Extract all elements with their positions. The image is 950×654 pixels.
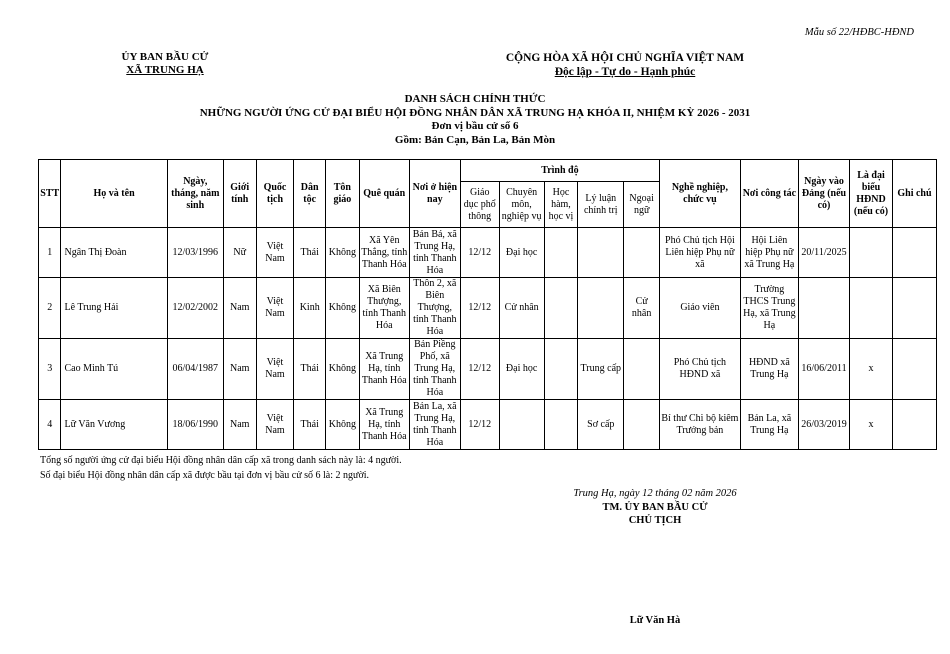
cell-dob: 12/03/1996 [167,228,223,278]
header-dob: Ngày, tháng, năm sinh [167,160,223,228]
cell-workplace: HĐND xã Trung Hạ [740,339,798,400]
cell-general-edu: 12/12 [460,400,499,450]
header-party-date: Ngày vào Đảng (nếu có) [798,160,849,228]
header-education: Trình độ [460,160,659,182]
cell-nationality: Việt Nam [256,228,294,278]
header-nationality: Quốc tịch [256,160,294,228]
cell-nationality: Việt Nam [256,278,294,339]
cell-specialty: Cử nhân [499,278,544,339]
cell-occupation: Phó Chủ tịch HĐND xã [660,339,741,400]
cell-stt: 2 [39,278,61,339]
cell-gender: Nam [223,400,256,450]
cell-workplace: Hội Liên hiệp Phụ nữ xã Trung Hạ [740,228,798,278]
table-row [39,278,937,339]
cell-hometown: Xã Yên Thắng, tỉnh Thanh Hóa [359,228,409,278]
cell-occupation: Phó Chủ tịch Hội Liên hiệp Phụ nữ xã [660,228,741,278]
cell-party-date [798,278,849,339]
cell-name: Lê Trung Hải [61,278,167,339]
cell-foreign-lang [624,400,660,450]
header-gender: Giới tính [223,160,256,228]
header-note: Ghi chú [892,160,936,228]
cell-academic-title [544,228,578,278]
issuer-line1: ỦY BAN BẦU CỬ [121,51,209,63]
national-motto: Độc lập - Tự do - Hạnh phúc [554,66,696,78]
cell-residence: Bản La, xã Trung Hạ, tỉnh Thanh Hóa [409,400,460,450]
cell-note [892,228,936,278]
place-date: Trung Hạ, ngày 12 tháng 02 năm 2026 [573,488,737,499]
cell-gender: Nữ [223,228,256,278]
signing-title: CHỦ TỊCH [628,515,682,526]
cell-ethnicity: Thái [294,339,326,400]
cell-religion: Không [326,339,360,400]
cell-party-date: 26/03/2019 [798,400,849,450]
cell-dob: 06/04/1987 [167,339,223,400]
candidate-table [38,159,937,450]
cell-foreign-lang: Cử nhân [624,278,660,339]
cell-note [892,400,936,450]
national-header [460,51,790,79]
cell-academic-title [544,278,578,339]
title-line3: Đơn vị bầu cử số 6 [431,120,519,132]
signer-name: Lữ Văn Hà [629,615,681,626]
header-hometown: Quê quán [359,160,409,228]
cell-party-date: 20/11/2025 [798,228,849,278]
cell-political-theory: Trung cấp [578,339,624,400]
cell-workplace: Trường THCS Trung Hạ, xã Trung Hạ [740,278,798,339]
cell-academic-title [544,400,578,450]
cell-specialty [499,400,544,450]
note-seats: Số đại biểu Hội đồng nhân dân cấp xã được bầu tại đơn vị bầu cử số 6 là: 2 người. [40,470,370,481]
cell-hometown: Xã Biên Thượng, tỉnh Thanh Hóa [359,278,409,339]
table-row [39,228,937,278]
table-row [39,339,937,400]
header-is-delegate: Là đại biểu HĐND (nếu có) [850,160,893,228]
cell-hometown: Xã Trung Hạ, tỉnh Thanh Hóa [359,339,409,400]
cell-foreign-lang [624,228,660,278]
cell-note [892,339,936,400]
cell-name: Cao Minh Tú [61,339,167,400]
cell-political-theory: Sơ cấp [578,400,624,450]
table-row [39,400,937,450]
header-religion: Tôn giáo [326,160,360,228]
cell-political-theory [578,228,624,278]
cell-general-edu: 12/12 [460,339,499,400]
cell-name: Ngân Thị Đoàn [61,228,167,278]
form-number: Mẫu số 22/HĐBC-HĐND [804,27,914,38]
issuer-line2: XÃ TRUNG HẠ [126,64,204,76]
cell-note [892,278,936,339]
cell-dob: 18/06/1990 [167,400,223,450]
header-foreign-lang: Ngoại ngữ [624,182,660,228]
cell-occupation: Bí thư Chi bộ kiêm Trưởng bản [660,400,741,450]
signature-block [530,487,780,528]
cell-workplace: Bản La, xã Trung Hạ [740,400,798,450]
cell-ethnicity: Thái [294,228,326,278]
cell-residence: Bản Piềng Phố, xã Trung Hạ, tỉnh Thanh Hóa [409,339,460,400]
summary-notes [40,453,402,483]
national-title: CỘNG HÒA XÃ HỘI CHỦ NGHĨA VIỆT NAM [505,52,745,64]
cell-is-delegate: x [850,339,893,400]
cell-ethnicity: Thái [294,400,326,450]
cell-academic-title [544,339,578,400]
cell-foreign-lang [624,339,660,400]
cell-residence: Bản Bá, xã Trung Hạ, tỉnh Thanh Hóa [409,228,460,278]
cell-religion: Không [326,228,360,278]
cell-general-edu: 12/12 [460,278,499,339]
header-stt: STT [39,160,61,228]
cell-gender: Nam [223,278,256,339]
cell-religion: Không [326,400,360,450]
title-line4: Gồm: Bản Cạn, Bản La, Bản Mòn [394,133,556,146]
issuer-header [100,51,230,77]
cell-hometown: Xã Trung Hạ, tỉnh Thanh Hóa [359,400,409,450]
note-total-candidates: Tổng số người ứng cử đại biểu Hội đồng nhân dân cấp xã trong danh sách này là: 4 người. [40,455,402,466]
cell-general-edu: 12/12 [460,228,499,278]
cell-occupation: Giáo viên [660,278,741,339]
cell-specialty: Đại học [499,339,544,400]
header-name: Họ và tên [61,160,167,228]
header-academic-title: Học hàm, học vị [544,182,578,228]
cell-religion: Không [326,278,360,339]
header-workplace: Nơi công tác [740,160,798,228]
document-title [0,93,950,147]
signing-org: TM. ỦY BAN BẦU CỬ [602,501,708,513]
cell-gender: Nam [223,339,256,400]
cell-stt: 1 [39,228,61,278]
title-line1: DANH SÁCH CHÍNH THỨC [404,93,546,105]
cell-residence: Thôn 2, xã Biên Thượng, tỉnh Thanh Hóa [409,278,460,339]
cell-ethnicity: Kinh [294,278,326,339]
cell-dob: 12/02/2002 [167,278,223,339]
header-general-edu: Giáo dục phổ thông [460,182,499,228]
cell-is-delegate [850,228,893,278]
header-residence: Nơi ở hiện nay [409,160,460,228]
header-political-theory: Lý luận chính trị [578,182,624,228]
title-line2: NHỮNG NGƯỜI ỨNG CỬ ĐẠI BIỂU HỘI ĐỒNG NHÂN DÂN XÃ TRUNG HẠ KHÓA II, NHIỆM KỲ 2026 - 2031 [199,106,751,119]
cell-political-theory [578,278,624,339]
cell-specialty: Đại học [499,228,544,278]
cell-stt: 4 [39,400,61,450]
cell-party-date: 16/06/2011 [798,339,849,400]
cell-nationality: Việt Nam [256,400,294,450]
cell-name: Lữ Văn Vương [61,400,167,450]
cell-nationality: Việt Nam [256,339,294,400]
cell-stt: 3 [39,339,61,400]
header-occupation: Nghề nghiệp, chức vụ [660,160,741,228]
header-ethnicity: Dân tộc [294,160,326,228]
cell-is-delegate: x [850,400,893,450]
header-specialty: Chuyên môn, nghiệp vụ [499,182,544,228]
cell-is-delegate [850,278,893,339]
